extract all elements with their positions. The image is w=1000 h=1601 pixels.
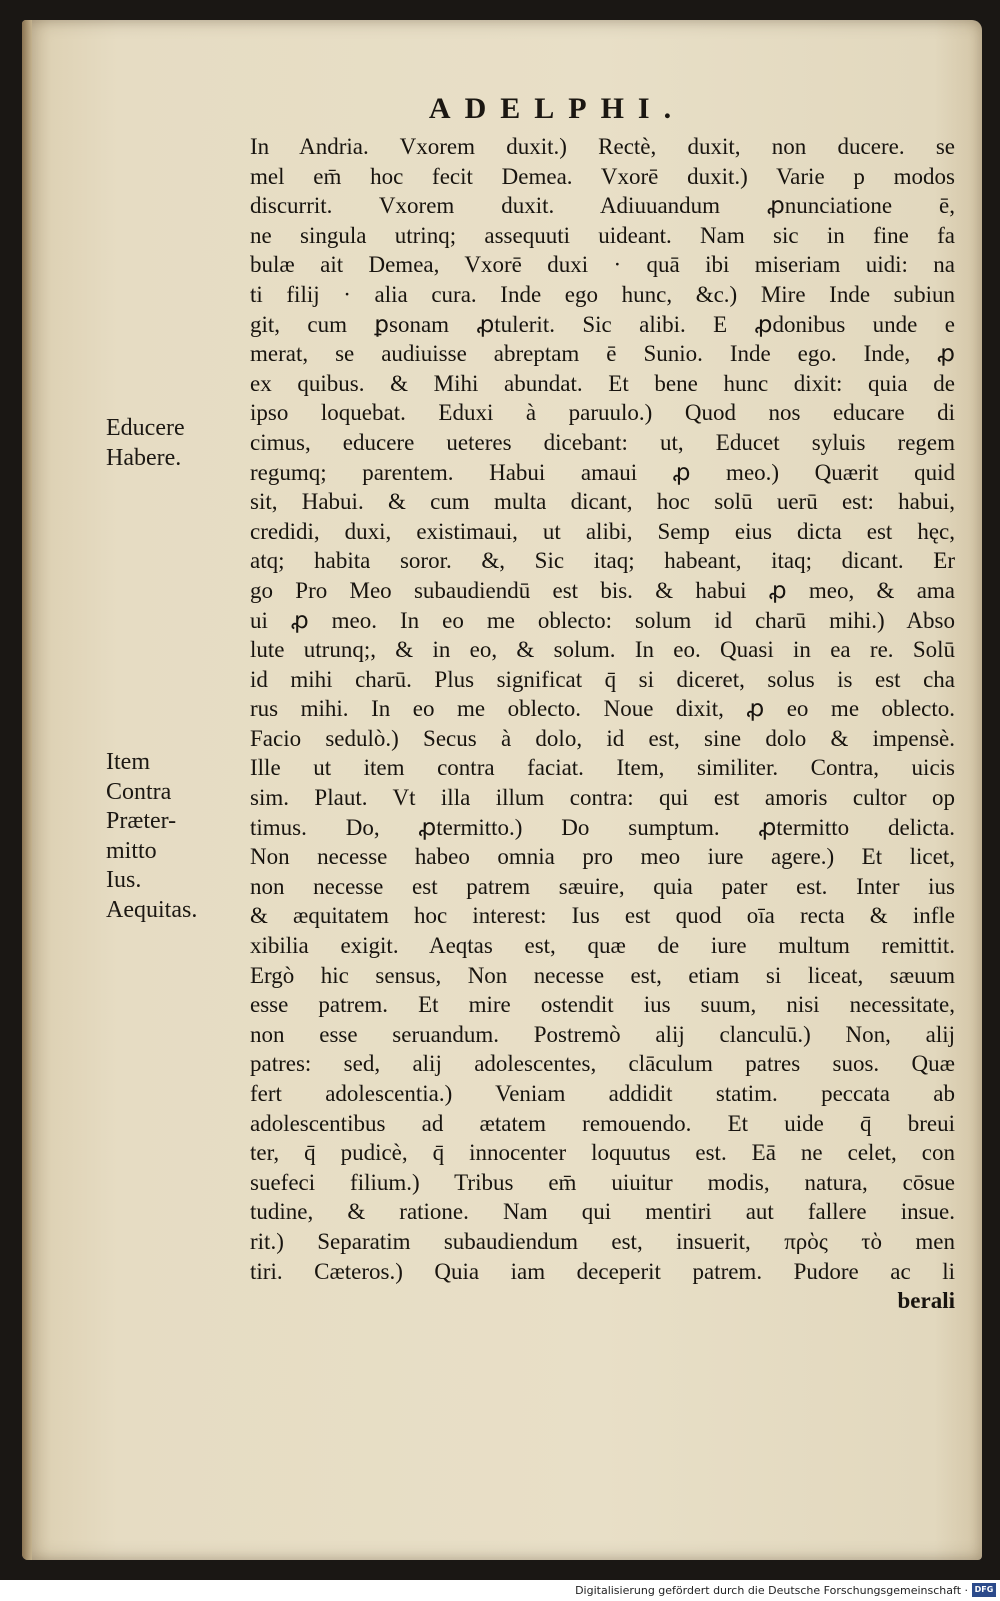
text-line: regumq; parentem. Habui amaui ꝓ meo.) Quærit quid xyxy=(250,459,955,485)
text-line: merat, se audiuisse abreptam ē Sunio. Inde ego. Inde, ꝓ xyxy=(250,341,955,367)
marginal-note: Educere xyxy=(106,415,185,441)
text-line: sim. Plaut. Vt illa illum contra: qui est amoris cultor op xyxy=(250,785,955,811)
text-line: suefeci filium.) Tribus em̄ uiuitur modis, natura, cōsue xyxy=(250,1169,955,1195)
text-line: ter, q̄ pudicè, q̄ innocenter loquutus est. Eā ne celet, con xyxy=(250,1140,955,1166)
marginal-note: Habere. xyxy=(106,444,182,471)
text-line: & æquitatem hoc interest: Ius est quod oīa recta & infle xyxy=(250,903,955,929)
text-line: Ille ut item contra faciat. Item, similiter. Contra, uicis xyxy=(250,755,955,781)
text-line: tudine, & ratione. Nam qui mentiri aut fallere insue. xyxy=(250,1199,955,1225)
text-line: Non necesse habeo omnia pro meo iure agere.) Et licet, xyxy=(250,844,955,870)
text-line: credidi, duxi, existimaui, ut alibi, Semp eius dicta est hęc, xyxy=(250,518,955,544)
catchword: berali xyxy=(897,1288,955,1314)
text-line: Facio sedulò.) Secus à dolo, id est, sine dolo & impensè. xyxy=(250,725,955,751)
text-line: rit.) Separatim subaudiendum est, insuerit, πρὸς τὸ men xyxy=(250,1228,955,1254)
running-head: ADELPHI. xyxy=(428,92,686,125)
text-line: tiri. Cæteros.) Quia iam deceperit patrem. Pudore ac li xyxy=(250,1258,955,1284)
text-line: git, cum ꝑsonam ꝓtulerit. Sic alibi. E ꝓdonibus unde e xyxy=(250,311,955,337)
text-line: timus. Do, ꝓtermitto.) Do sumptum. ꝓtermitto delicta. xyxy=(250,814,955,840)
marginal-note: Item xyxy=(106,749,150,775)
text-line: ti filij · alia cura. Inde ego hunc, &c.) Mire Inde subiun xyxy=(250,281,955,307)
text-line: ui ꝓ meo. In eo me oblecto: solum id charū mihi.) Abso xyxy=(250,607,955,633)
text-line: ne singula utrinq; assequuti uideant. Nam sic in fine fa xyxy=(250,222,955,248)
book-page xyxy=(22,20,982,1560)
text-line: id mihi charū. Plus significat q̄ si diceret, solus is est cha xyxy=(250,666,955,692)
text-line: lute utrunq;, & in eo, & solum. In eo. Quasi in ea re. Solū xyxy=(250,637,955,663)
text-line: bulæ ait Demea, Vxorē duxi · quā ibi miseriam uidi: na xyxy=(250,252,955,278)
text-line: ex quibus. & Mihi abundat. Et bene hunc dixit: quia de xyxy=(250,370,955,396)
marginal-note: Contra xyxy=(106,778,172,805)
text-line: esse patrem. Et mire ostendit ius suum, nisi necessitate, xyxy=(250,992,955,1018)
text-line: ipso loquebat. Eduxi à paruulo.) Quod nos educare di xyxy=(250,400,955,426)
text-line: Ergò hic sensus, Non necesse est, etiam si liceat, sæuum xyxy=(250,962,955,988)
text-line: sit, Habui. & cum multa dicant, hoc solū uerū est: habui, xyxy=(250,489,955,515)
text-line: cimus, educere ueteres dicebant: ut, Educet syluis regem xyxy=(250,429,955,455)
text-line: discurrit. Vxorem duxit. Adiuuandum ꝓnunciatione ē, xyxy=(250,193,955,219)
marginal-note: Præter- xyxy=(106,808,177,835)
main-text-block xyxy=(250,132,955,1316)
text-line: patres: sed, alij adolescentes, clāculum patres suos. Quæ xyxy=(250,1051,955,1077)
marginal-notes-lower xyxy=(106,748,197,926)
marginal-note: Ius. xyxy=(106,867,142,894)
marginal-note: Aequitas. xyxy=(106,896,198,923)
page-gutter-edge xyxy=(22,20,32,1560)
text-line: go Pro Meo subaudiendū est bis. & habui ꝓ meo, & ama xyxy=(250,577,955,603)
marginal-notes-upper xyxy=(106,414,185,473)
text-line: non esse seruandum. Postremò alij clanculū.) Non, alij xyxy=(250,1021,955,1047)
footer-credit: Digitalisierung gefördert durch die Deutsche Forschungsgemeinschaft · xyxy=(575,1584,968,1597)
marginal-note: mitto xyxy=(106,837,157,864)
dfg-logo: DFG xyxy=(972,1583,996,1597)
text-line: In Andria. Vxorem duxit.) Rectè, duxit, non ducere. se xyxy=(250,134,955,159)
text-line: non necesse est patrem sæuire, quia pater est. Inter ius xyxy=(250,873,955,899)
text-line: xibilia exigit. Aeqtas est, quæ de iure multum remittit. xyxy=(250,933,955,959)
text-line: mel em̄ hoc fecit Demea. Vxorē duxit.) Varie p modos xyxy=(250,163,955,189)
text-line: atq; habita soror. &, Sic itaq; habeant, itaq; dicant. Er xyxy=(250,548,955,574)
text-line: rus mihi. In eo me oblecto. Noue dixit, ꝓ eo me oblecto. xyxy=(250,696,955,722)
text-line: fert adolescentia.) Veniam addidit statim. peccata ab xyxy=(250,1081,955,1106)
text-line: adolescentibus ad ætatem remouendo. Et uide q̄ breui xyxy=(250,1110,955,1136)
